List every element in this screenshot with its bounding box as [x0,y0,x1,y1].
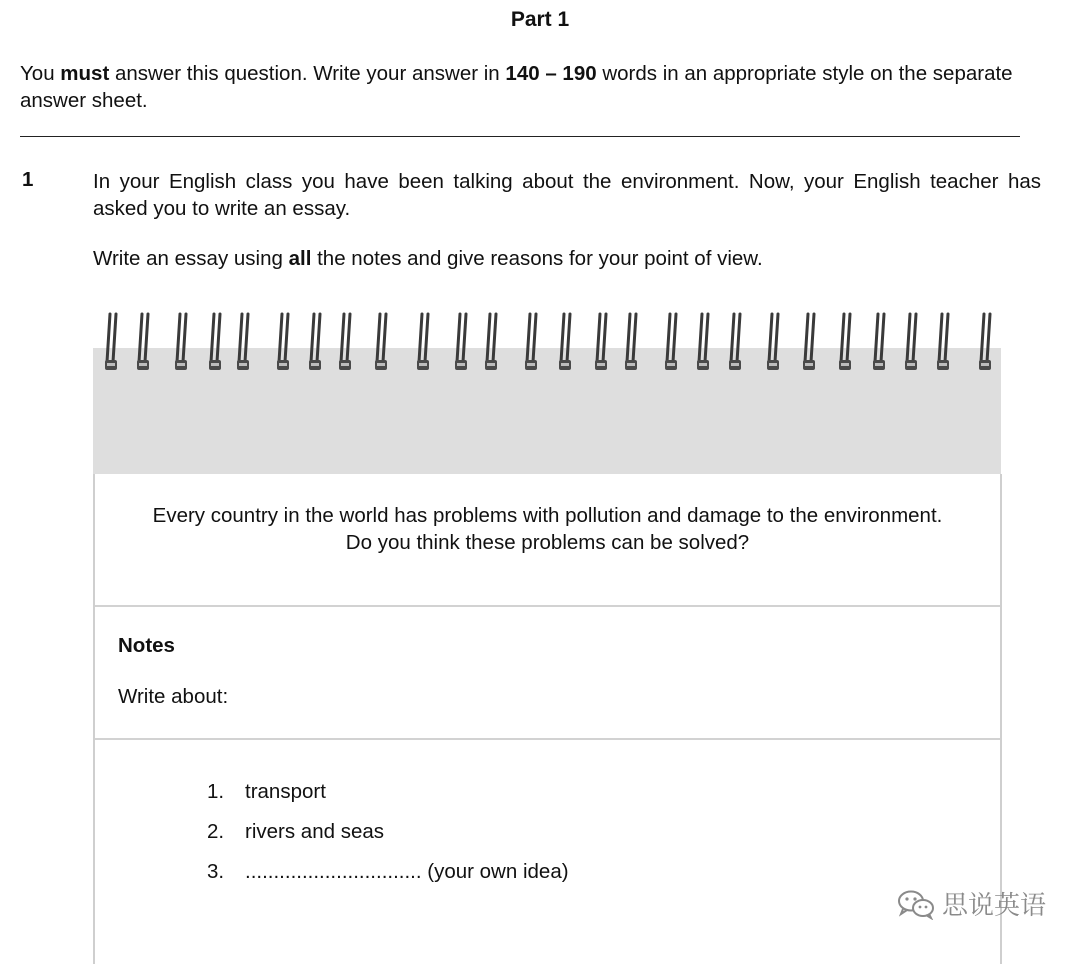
spiral-binding [93,300,1001,380]
question-text: In your English class you have been talking about the environment. Now, your English teacher has asked you to write an essay. [93,170,1041,220]
prompt-line-2: Do you think these problems can be solved? [345,531,750,554]
spiral-ring [485,314,497,370]
spiral-ring [137,314,149,370]
spiral-ring [767,314,779,370]
spiral-ring [803,314,815,370]
spiral-ring [277,314,289,370]
spiral-ring [309,314,321,370]
essay-instruction: Write an essay using all the notes and give reasons for your point of view. [93,247,763,270]
essay-prompt [95,502,1000,556]
wechat-icon [896,888,936,920]
spiral-ring [209,314,221,370]
write-about-label: Write about: [118,685,229,708]
watermark [896,885,1046,922]
spiral-ring [839,314,851,370]
spiral-ring [339,314,351,370]
separator-2 [95,738,1000,740]
list-item: 3. ............................... (your own idea) [207,860,569,883]
spiral-ring [525,314,537,370]
spiral-ring [625,314,637,370]
list-item: 1. transport [207,780,326,803]
question-number: 1 [22,168,34,191]
spiral-ring [665,314,677,370]
spiral-ring [697,314,709,370]
spiral-ring [375,314,387,370]
prompt-line-1: Every country in the world has problems with pollution and damage to the environment. [152,504,943,527]
list-item: 2. rivers and seas [207,820,385,843]
spiral-ring [175,314,187,370]
part-title: Part 1 [510,8,570,31]
spiral-ring [905,314,917,370]
notes-list [207,780,569,900]
watermark-text: 思说英语 [941,891,1046,921]
spiral-ring [417,314,429,370]
spiral-ring [559,314,571,370]
instructions: You must answer this question. Write your answer in 140 – 190 words in an appropriate style on the separate answer sheet. [20,62,1013,112]
spiral-ring [105,314,117,370]
spiral-ring [873,314,885,370]
spiral-ring [595,314,607,370]
notebook [93,300,1001,960]
spiral-ring [729,314,741,370]
separator-1 [95,605,1000,607]
notebook-page [93,474,1002,964]
spiral-ring [237,314,249,370]
divider [20,136,1020,137]
spiral-ring [455,314,467,370]
spiral-ring [937,314,949,370]
notes-heading: Notes [118,634,175,657]
spiral-ring [979,314,991,370]
